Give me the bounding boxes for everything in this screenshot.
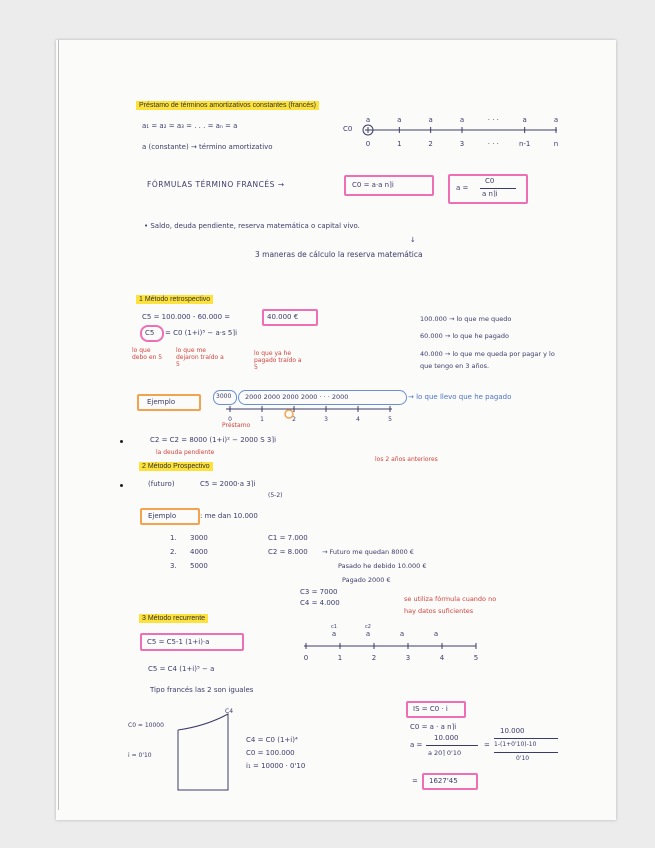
- recur-right-box: [406, 701, 466, 718]
- timeline-period-label: 2: [292, 416, 296, 423]
- retro-c5-lhs: C5: [145, 329, 155, 337]
- retro-c5-eq: C5 = 100.000 - 60.000 =: [142, 313, 231, 321]
- prosp-red-note-1: se utiliza fórmula cuando no: [404, 595, 497, 603]
- recur-r3-den: 1-(1+0'10)-10: [494, 741, 537, 748]
- recur-result: 1627'45: [429, 777, 458, 785]
- result-equals: =: [412, 777, 418, 785]
- timeline-period-label: 0: [365, 140, 371, 148]
- frances-constant-note: a (constante) → término amortizativo: [142, 143, 273, 151]
- recur-r2-lhs: a =: [410, 741, 423, 749]
- retro-c5-result-box: [262, 309, 318, 326]
- retro-note-debo: lo que debo en 5: [132, 347, 163, 361]
- timeline-period-label: n: [553, 140, 559, 148]
- formula-a-num: C0: [485, 177, 495, 185]
- timeline-term-label: a: [365, 630, 371, 638]
- recur-graph-c4: C4: [225, 708, 234, 715]
- timeline-period-label: 2: [428, 140, 433, 148]
- retro-note-pagado: lo que ya he pagado traído a 5: [254, 350, 302, 371]
- timeline-period-label: 3: [324, 416, 328, 423]
- retro-right-1: 100.000 → lo que me quedo: [420, 315, 512, 323]
- recur-r2-eq: =: [484, 741, 490, 749]
- prosp-row-1-v: 3000: [190, 534, 208, 542]
- recur-tipo: Tipo francés las 2 son iguales: [150, 686, 254, 694]
- recur-r1: C0 = a · a n⌉i: [410, 723, 457, 731]
- recur-graph: [176, 712, 232, 792]
- recur-r2-den: a 20⌉ 0'10: [428, 749, 462, 757]
- timeline-term-label: a: [459, 116, 465, 124]
- prosp-c2: C2 = 8.000: [268, 548, 308, 556]
- retro-c2-right: los 2 años anteriores: [375, 456, 438, 463]
- prosp-ejemplo: Ejemplo: [148, 512, 177, 520]
- formula-box-a: [448, 174, 528, 204]
- recur-mid-1: C4 = C0 (1+i)⁴: [246, 736, 298, 744]
- timeline-period-label: 1: [260, 416, 264, 423]
- retro-c5-result: 40.000 €: [267, 313, 299, 321]
- timeline-period-label: · · ·: [487, 140, 499, 148]
- bullet: [120, 484, 123, 487]
- timeline-period-label: 0: [303, 654, 309, 662]
- prosp-ejemplo-box: [140, 508, 200, 525]
- retro-c2-note: la deuda pendiente: [156, 449, 215, 456]
- recur-box: [140, 633, 244, 651]
- prosp-c2-note-3: Pagado 2000 €: [342, 576, 391, 584]
- timeline-superscript: c1: [331, 624, 337, 630]
- formula-a-den: a n⌉i: [482, 190, 498, 198]
- prosp-row-2-v: 4000: [190, 548, 208, 556]
- prosp-c3: C3 = 7000: [300, 588, 338, 596]
- timeline-period-label: 3: [459, 140, 465, 148]
- prosp-c2-note-1: → Futuro me quedan 8000 €: [322, 548, 414, 556]
- frances-equal-terms: a₁ = a₂ = a₃ = . . . = aₙ = a: [142, 122, 238, 130]
- timeline-term-label: a: [522, 116, 527, 124]
- recur-mid-2: C0 = 100.000: [246, 749, 295, 757]
- recur-r3-num: 10.000: [500, 727, 525, 735]
- prosp-c4: C4 = 4.000: [300, 599, 340, 607]
- timeline-period-label: 2: [371, 654, 377, 662]
- retro-note-dejaron: lo que me dejaron traído a 5: [176, 347, 224, 368]
- timeline-term-label: a: [365, 116, 371, 124]
- recur-r3-den2: 0'10: [516, 755, 530, 762]
- retro-ejemplo-box: [137, 394, 201, 411]
- timeline-term-label: a: [433, 630, 439, 638]
- prosp-row-3-n: 3.: [170, 562, 177, 570]
- prosp-c2-note-2: Pasado he debido 10.000 €: [338, 562, 427, 570]
- recur-result-box: [422, 773, 478, 790]
- fraction-bar: [480, 188, 516, 189]
- timeline-period-label: 3: [405, 654, 411, 662]
- recur-box-eq: C5 = C5-1 (1+i)·a: [147, 638, 210, 646]
- timeline-period-label: n-1: [518, 140, 531, 148]
- timeline-term-label: a: [397, 116, 402, 124]
- timeline-term-label: a: [331, 630, 337, 638]
- prosp-row-1-n: 1.: [170, 534, 177, 542]
- formula-c0: C0 = a·a n⌉i: [352, 181, 394, 189]
- fraction-bar: [426, 745, 478, 746]
- notebook-page: [56, 40, 616, 820]
- timeline-term-label: a: [399, 630, 405, 638]
- timeline-period-label: 5: [388, 416, 392, 423]
- retro-values-note: → lo que llevo que he pagado: [408, 393, 512, 401]
- recur-graph-i: i = 0'10: [128, 752, 152, 759]
- section-title-frances: Préstamo de términos amortizativos constantes (francés): [136, 101, 319, 110]
- section-title-recur: 3 Método recurrente: [139, 614, 208, 623]
- timeline-period-label: 1: [397, 140, 402, 148]
- fraction-bar: [494, 738, 558, 739]
- timeline-period-label: 5: [473, 654, 479, 662]
- maneras-text: 3 maneras de cálculo la reserva matemática: [255, 250, 423, 259]
- timeline-term-label: a: [428, 116, 433, 124]
- bullet: [120, 440, 123, 443]
- formulas-label: FÓRMULAS TÉRMINO FRANCÉS →: [147, 180, 285, 189]
- timeline-period-label: 0: [228, 416, 232, 423]
- section-title-prosp: 2 Método Prospectivo: [139, 462, 213, 471]
- timeline-period-label: 4: [439, 654, 445, 662]
- prosp-sub: (5-2): [268, 492, 283, 499]
- timeline-term-label: · · ·: [487, 116, 499, 124]
- recur-mid-3: i₁ = 10000 · 0'10: [246, 762, 306, 770]
- prosp-eq: C5 = 2000·a 3⌉i: [200, 480, 256, 488]
- retro-ejemplo: Ejemplo: [147, 398, 176, 406]
- retro-prestamo: Préstamo: [222, 422, 251, 429]
- timeline-term-label: a: [553, 116, 559, 124]
- recur-timeline: [300, 620, 480, 668]
- frances-timeline: [345, 112, 560, 157]
- recur-right-box-eq: IS = C0 · i: [413, 705, 448, 713]
- prosp-row-3-v: 5000: [190, 562, 208, 570]
- frances-c0-label: C0: [343, 125, 353, 133]
- retro-start-value: 3000: [216, 393, 232, 400]
- recur-graph-c0: C0 = 10000: [128, 722, 164, 729]
- timeline-superscript: c2: [365, 624, 371, 630]
- formula-a-lhs: a =: [456, 184, 469, 192]
- retro-values: 2000 2000 2000 2000 · · · 2000: [245, 393, 349, 401]
- retro-c2-eq: C2 = C2 = 8000 (1+i)² − 2000 S 3⌉i: [150, 436, 277, 444]
- arrow-down: ↓: [410, 236, 416, 244]
- page-margin-line: [58, 40, 59, 810]
- timeline-period-label: 1: [337, 654, 343, 662]
- timeline-period-label: 4: [356, 416, 360, 423]
- retro-c5-formula: = C0 (1+i)⁵ − a·s 5⌉i: [165, 329, 238, 337]
- section-title-retro: 1 Método retrospectivo: [136, 295, 213, 304]
- prosp-red-note-2: hay datos suficientes: [404, 607, 474, 615]
- prosp-ejemplo-text: : me dan 10.000: [200, 512, 258, 520]
- prosp-futuro: (futuro): [148, 480, 175, 488]
- retro-right-2: 60.000 → lo que he pagado: [420, 332, 509, 340]
- prosp-row-2-n: 2.: [170, 548, 177, 556]
- saldo-text: • Saldo, deuda pendiente, reserva matemática o capital vivo.: [144, 222, 360, 230]
- retro-right-3: 40.000 → lo que me queda por pagar y lo que tengo en 3 años.: [420, 350, 555, 370]
- recur-r2-num: 10.000: [434, 734, 459, 742]
- prosp-c1: C1 = 7.000: [268, 534, 308, 542]
- retro-c5-circle: [140, 325, 164, 342]
- fraction-bar: [494, 752, 558, 753]
- recur-eq2: C5 = C4 (1+i)⁵ − a: [148, 665, 215, 673]
- formula-box-c0: [344, 175, 434, 196]
